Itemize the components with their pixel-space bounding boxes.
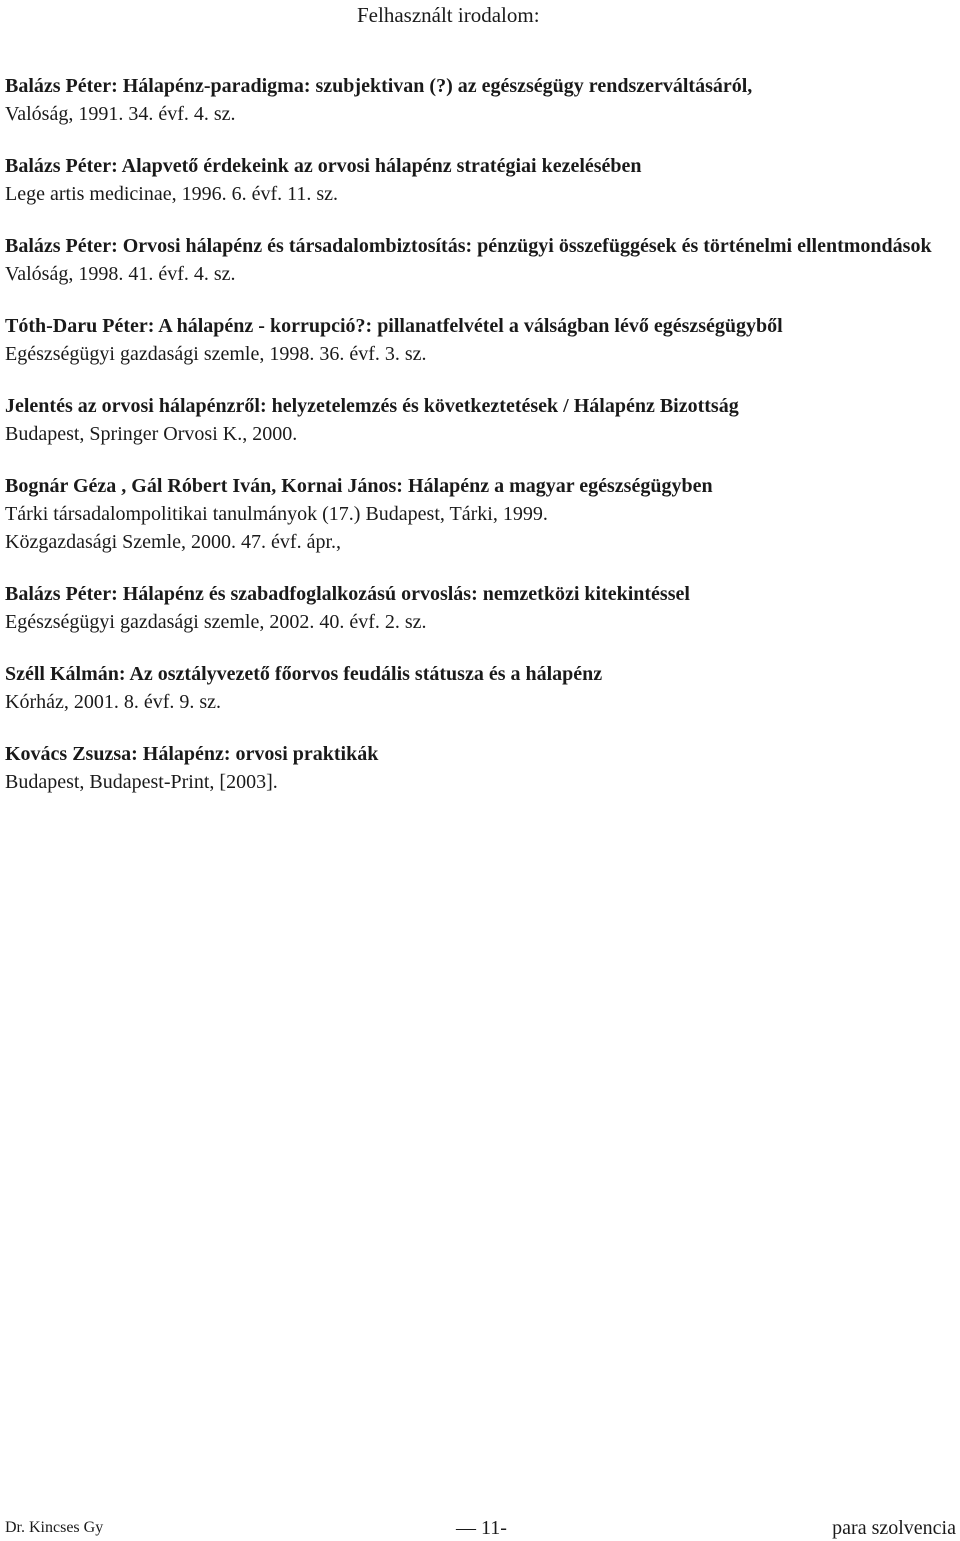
reference-item [5, 152, 956, 208]
reference-source: Valóság, 1998. 41. évf. 4. sz. [5, 263, 236, 285]
reference-item [5, 392, 956, 448]
footer-author: Dr. Kincses Gy [5, 1519, 104, 1536]
reference-item [5, 312, 956, 368]
footer-right-text: para szolvencia [832, 1517, 956, 1539]
reference-item [5, 740, 956, 796]
reference-source: Közgazdasági Szemle, 2000. 47. évf. ápr., [5, 531, 342, 553]
reference-title: Balázs Péter: Hálapénz-paradigma: szubjektivan (?) az egészségügy rendszerváltásáról, [5, 75, 753, 97]
page-footer [5, 1516, 956, 1540]
reference-source: Valóság, 1991. 34. évf. 4. sz. [5, 103, 236, 125]
reference-source: Lege artis medicinae, 1996. 6. évf. 11. sz. [5, 183, 339, 205]
reference-item [5, 232, 956, 288]
reference-title: Tóth-Daru Péter: A hálapénz - korrupció?: pillanatfelvétel a válságban lévő egészségügyből [5, 315, 783, 337]
reference-item [5, 72, 956, 128]
reference-title: Széll Kálmán: Az osztályvezető főorvos feudális státusza és a hálapénz [5, 663, 603, 685]
reference-item [5, 472, 956, 556]
reference-source: Egészségügyi gazdasági szemle, 1998. 36. évf. 3. sz. [5, 343, 427, 365]
page-title: Felhasznált irodalom: [357, 3, 540, 27]
reference-title: Jelentés az orvosi hálapénzről: helyzetelemzés és következtetések / Hálapénz Bizottság [5, 395, 739, 417]
reference-source: Egészségügyi gazdasági szemle, 2002. 40. évf. 2. sz. [5, 611, 427, 633]
reference-list [5, 72, 956, 820]
footer-page-number: — 11- [456, 1517, 507, 1539]
reference-source: Budapest, Budapest-Print, [2003]. [5, 771, 278, 793]
reference-item [5, 580, 956, 636]
reference-source: Budapest, Springer Orvosi K., 2000. [5, 423, 298, 445]
reference-item [5, 660, 956, 716]
reference-title: Balázs Péter: Hálapénz és szabadfoglalkozású orvoslás: nemzetközi kitekintéssel [5, 583, 690, 605]
reference-title: Balázs Péter: Orvosi hálapénz és társadalombiztosítás: pénzügyi összefüggések és történelmi ellentmondások [5, 235, 932, 257]
reference-source: Kórház, 2001. 8. évf. 9. sz. [5, 691, 222, 713]
reference-title: Kovács Zsuzsa: Hálapénz: orvosi praktikák [5, 743, 379, 765]
reference-title: Bognár Géza , Gál Róbert Iván, Kornai János: Hálapénz a magyar egészségügyben [5, 475, 713, 497]
reference-source: Tárki társadalompolitikai tanulmányok (17.) Budapest, Tárki, 1999. [5, 503, 548, 525]
reference-title: Balázs Péter: Alapvető érdekeink az orvosi hálapénz stratégiai kezelésében [5, 155, 642, 177]
